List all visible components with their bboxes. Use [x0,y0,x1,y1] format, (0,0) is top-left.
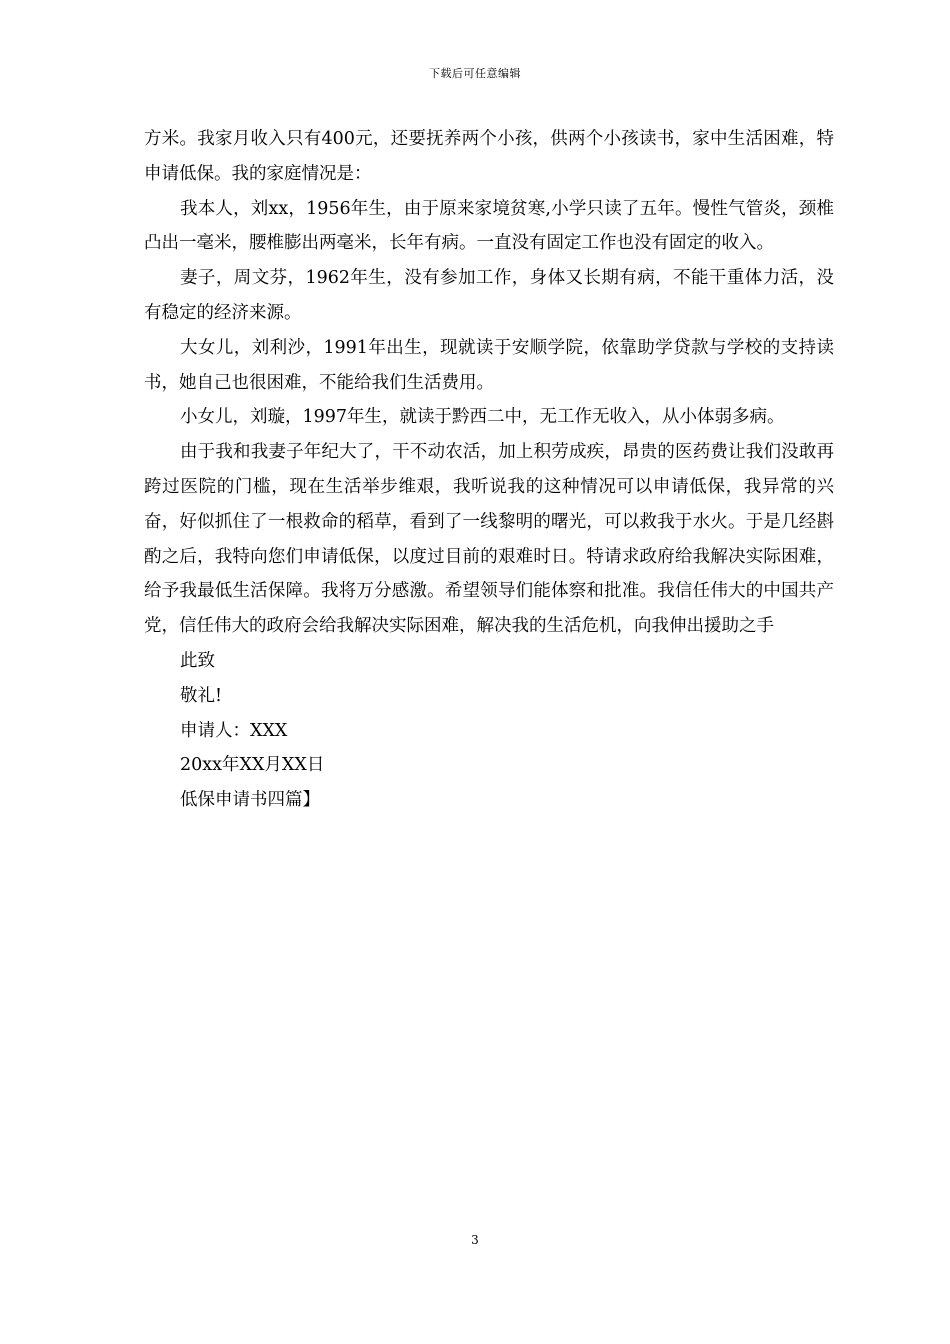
closing-salutation: 此致 [180,650,215,671]
paragraph-request: 由于我和我妻子年纪大了，干不动农活，加上积劳成疾，昂贵的医药费让我们没敢再跨过医院的门槛，现在生活举步维艰，我听说我的这种情况可以申请低保，我异常的兴奋，好似抓住了一根救命的稻草，看到了一线黎明的曙光，可以救我于水火。于是几经斟酌之后，我特向您们申请低保，以度过目前的艰难时日。特请求政府给我解决实际困难，给予我最低生活保障。我将万分感激。希望领导们能体察和批准。我信任伟大的中国共产党，信任伟大的政府会给我解决实际困难，解决我的生活危机，向我伸出援助之手 [144,442,834,637]
page-number: 3 [471,1233,479,1247]
paragraph-self: 我本人，刘xx，1956年生，由于原来家境贫寒,小学只读了五年。慢性气管炎，颈椎凸出一毫米，腰椎膨出两毫米，长年有病。一直没有固定工作也没有固定的收入。 [144,198,834,254]
closing-regards: 敬礼! [180,685,223,706]
applicant-signature: 申请人：XXX [180,720,288,741]
title-fragment: 低保申请书四篇】 [180,790,320,811]
paragraph-intro: 方米。我家月收入只有400元，还要抚养两个小孩，供两个小孩读书，家中生活困难，特申请低保。我的家庭情况是： [144,129,834,184]
page-header: 下载后可任意编辑 [429,67,521,80]
paragraph-elder-daughter: 大女儿，刘利沙，1991年出生，现就读于安顺学院，依靠助学贷款与学校的支持读书，她自己也很困难，不能给我们生活费用。 [144,337,834,393]
application-date: 20xx年XX月XX日 [180,755,325,776]
paragraph-wife: 妻子，周文芬，1962年生，没有参加工作，身体又长期有病，不能干重体力活，没有稳定的经济来源。 [144,268,834,323]
document-body [144,122,834,818]
paragraph-younger-daughter: 小女儿，刘璇，1997年生，就读于黔西二中，无工作无收入，从小体弱多病。 [180,407,785,428]
